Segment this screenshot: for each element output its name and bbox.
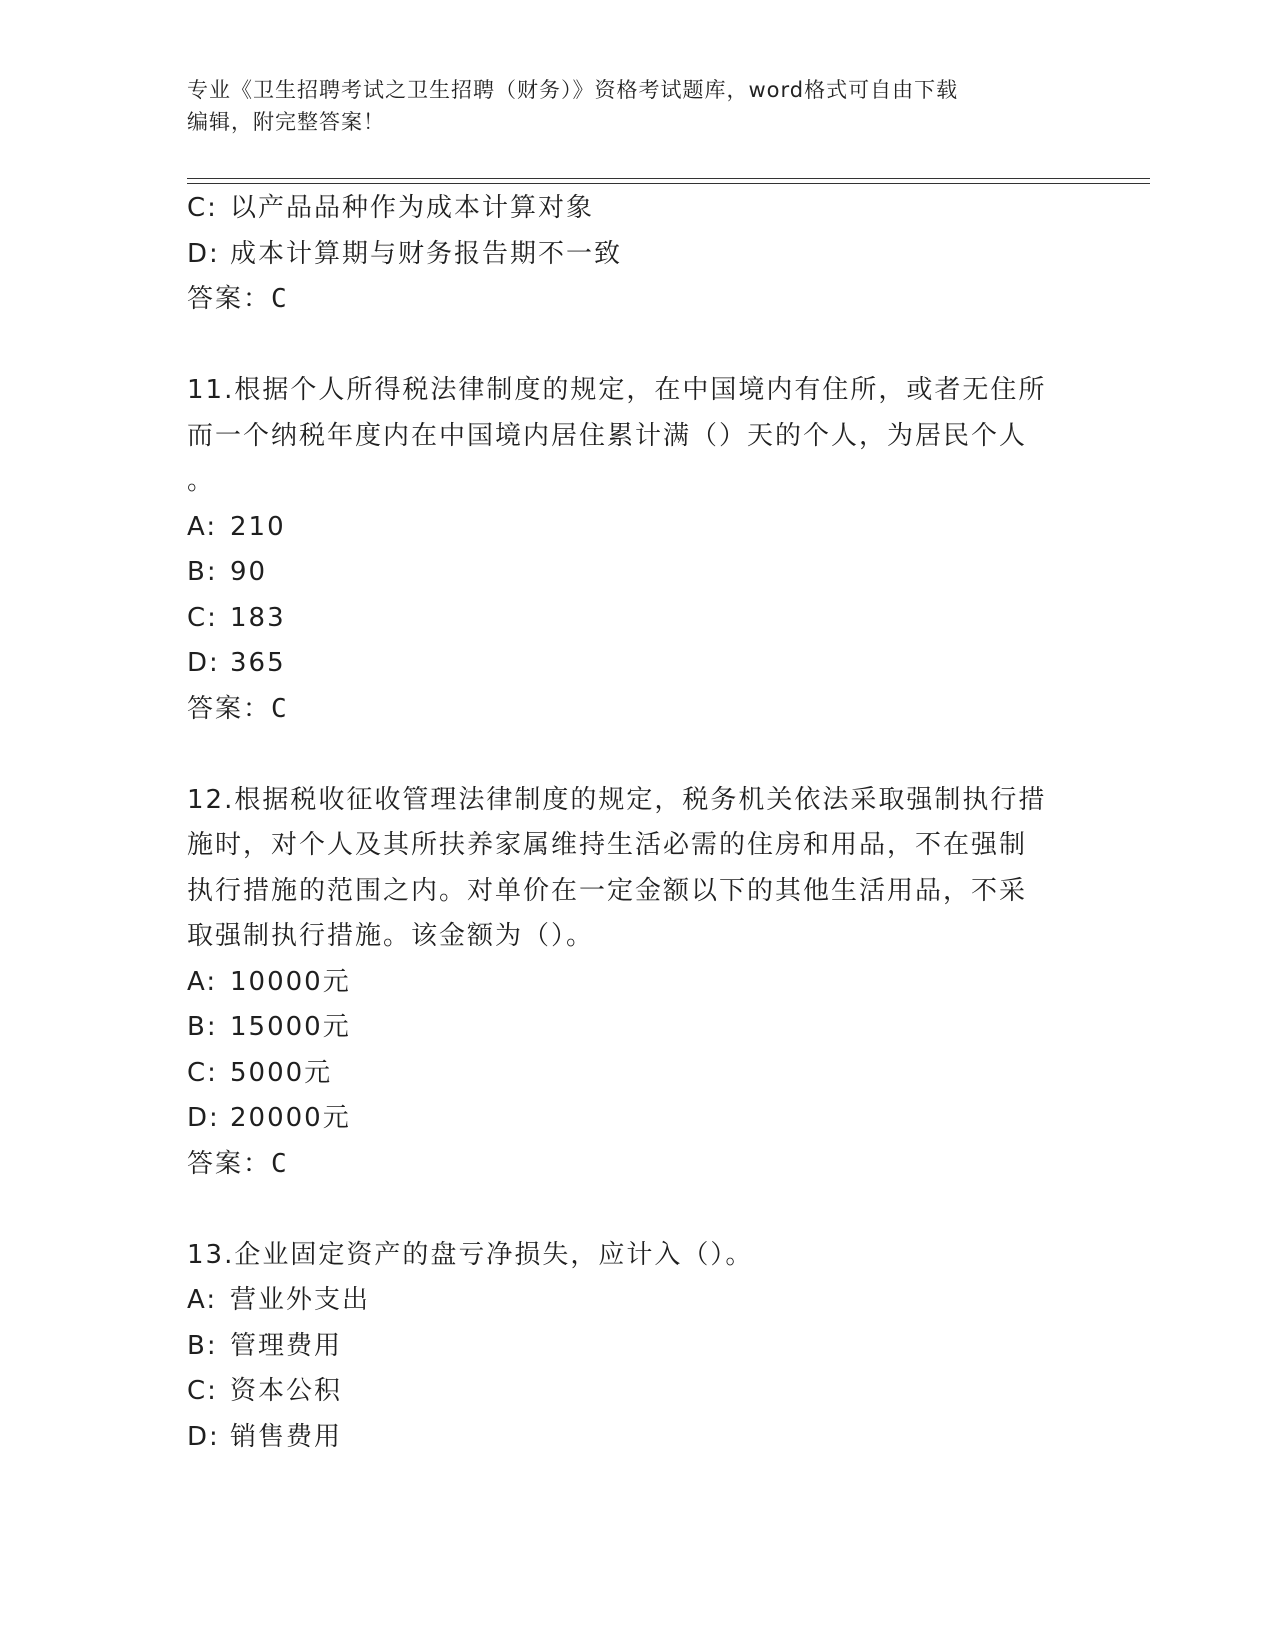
option-key: B: [187,557,218,587]
option-key: D: [187,1421,220,1452]
header-line-2: 编辑，附完整答案！ [187,110,385,134]
option-d [187,232,1087,278]
option-key: C: [187,1057,218,1088]
option-a [187,960,1087,1006]
answer-value: C [271,284,289,314]
option-key: B: [187,1012,218,1042]
option-text: 20000元 [230,1103,351,1133]
question-stem-line: 执行措施的范围之内。对单价在一定金额以下的其他生活用品，不采 [187,875,1028,906]
option-text: 营业外支出 [230,1285,371,1315]
option-a [187,1278,1087,1324]
option-key: D: [187,238,220,269]
option-text: 183 [230,602,286,633]
option-key: C: [187,602,218,633]
question-stem-line: 施时，对个人及其所扶养家属维持生活必需的住房和用品，不在强制 [187,830,1028,860]
option-text: 销售费用 [230,1421,343,1452]
carryover-question [187,186,1087,323]
answer-line [187,277,1087,323]
option-text: 资本公积 [230,1376,343,1406]
option-b [187,1324,1087,1370]
spacer [187,323,1087,369]
option-b [187,1005,1087,1051]
option-text: 成本计算期与财务报告期不一致 [230,238,623,269]
option-key: C: [187,193,218,223]
option-a [187,505,1087,551]
option-text: 10000元 [230,966,351,997]
answer-label: 答案： [187,1148,272,1179]
option-key: A: [187,1285,218,1315]
option-text: 90 [230,557,268,587]
question-stem-line: 而一个纳税年度内在中国境内居住累计满（）天的个人，为居民个人 [187,420,1028,451]
answer-value: C [271,1148,289,1179]
option-key: B: [187,1330,218,1361]
answer-value: C [271,693,289,724]
option-c [187,1051,1087,1097]
header-line-1: 专业《卫生招聘考试之卫生招聘（财务）》资格考试题库，word格式可自由下载 [187,78,959,102]
answer-label: 答案： [187,693,272,724]
question-12 [187,778,1087,1188]
answer-label: 答案： [187,284,272,314]
question-stem-line: 。 [187,466,216,496]
option-d [187,1096,1087,1142]
question-stem-line: 13.企业固定资产的盘亏净损失，应计入（）。 [187,1239,754,1270]
option-key: D: [187,1103,220,1133]
spacer [187,732,1087,778]
option-b [187,550,1087,596]
question-list [187,186,1087,1460]
option-key: A: [187,511,218,542]
spacer [187,1187,1087,1233]
question-stem-line: 12.根据税收征收管理法律制度的规定，税务机关依法采取强制执行措 [187,784,1047,815]
option-text: 15000元 [230,1012,351,1042]
option-c [187,186,1087,232]
header-divider-bottom [187,183,1150,184]
option-text: 管理费用 [230,1330,343,1361]
answer-line [187,687,1087,733]
option-text: 5000元 [230,1057,333,1088]
option-text: 210 [230,511,286,542]
option-text: 以产品品种作为成本计算对象 [230,193,595,223]
document-header [187,74,1067,138]
option-d [187,1415,1087,1461]
option-key: D: [187,648,220,678]
option-c [187,596,1087,642]
question-11 [187,368,1087,732]
option-text: 365 [230,648,286,678]
option-d [187,641,1087,687]
header-divider-top [187,178,1150,179]
option-c [187,1369,1087,1415]
question-stem-line: 11.根据个人所得税法律制度的规定，在中国境内有住所，或者无住所 [187,375,1047,405]
option-key: A: [187,966,218,997]
answer-line [187,1142,1087,1188]
question-13 [187,1233,1087,1461]
question-stem-line: 取强制执行措施。该金额为（）。 [187,921,595,951]
option-key: C: [187,1376,218,1406]
